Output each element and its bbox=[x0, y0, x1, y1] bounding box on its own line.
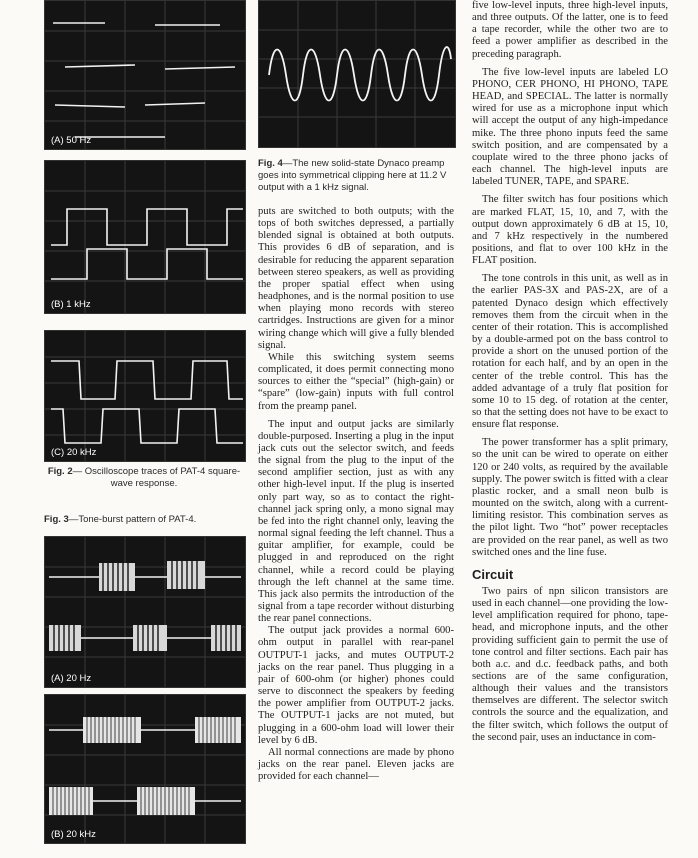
tone-burst-20khz-graphic bbox=[45, 695, 245, 843]
fig2-caption bbox=[44, 466, 244, 490]
left-figure-column bbox=[44, 0, 244, 844]
col2-paragraph-2: While this switching system seems complicated, it does permit connecting mono sources to either the “special” (high-gain) or “spare” (low-gain) inputs with full control from the preamp panel. bbox=[258, 351, 454, 412]
sine-clipping-graphic bbox=[259, 1, 455, 147]
trace-label-2a: (A) 50 Hz bbox=[51, 135, 92, 146]
col2-paragraph-3: The input and output jacks are similarly double-purposed. Inserting a plug in the input jack cuts out the selector switch, and feeds the signal from the plug to the input of the second amplifier section, just as with any other high-level input. If the plug is inserted only part way, so as to contact the right-channel jack spring only, a mono signal may be fed into the right channel only, leaving the normal signal feeding the left channel. Thus a guitar amplifier, for example, could be plugged in and reproduced on the right channel, while a record could be playing through the left channel at the same time. This jack also permits the introduction of the signal from a tape recorder without disturbing the rear panel connections. bbox=[258, 418, 454, 625]
fig3-caption-text: —Tone-burst pattern of PAT-4. bbox=[68, 514, 197, 525]
fig3-caption-prefix: Fig. 3 bbox=[44, 514, 69, 525]
col2-paragraph-1: puts are switched to both outputs; with the tops of both switches depressed, a partially blended signal is obtained at both outputs. This provides 6 dB of separation, and is desirable for reducing the apparent separation between stereo speakers, as well as providing the proper spatial effect when using headphones, and is the normal position to use when playing mono records with stereo cartridges. Instructions are given for a minor wiring change which will give a fully blended signal. bbox=[258, 206, 454, 351]
fig2-caption-prefix: Fig. 2 bbox=[47, 466, 73, 477]
trace-label-3b: (B) 20 kHz bbox=[51, 829, 96, 840]
square-wave-50hz-graphic bbox=[45, 1, 245, 149]
fig4-scope bbox=[258, 0, 456, 148]
trace-label-2c: (C) 20 kHz bbox=[51, 447, 97, 458]
square-wave-1khz-graphic bbox=[45, 161, 245, 313]
fig4-caption-text: —The new solid-state Dynaco preamp goes into symmetrical clipping here at 11.2 V output with a 1 kHz signal. bbox=[258, 158, 447, 193]
circuit-heading: Circuit bbox=[472, 566, 514, 582]
middle-column bbox=[258, 0, 454, 783]
col3-paragraph-2: The five low-level inputs are labeled LO PHONO, CER PHONO, HI PHONO, TAPE HEAD, and SPECIAL. The latter is normally wired for use as a microphone input which will accept the output of any high-impedance mike. The three phono inputs feed the same switch position, and are compensated by a couplate wired to the three phono jacks of each channel. The high-level inputs are labeled TUNER, TAPE, and SPARE. bbox=[472, 66, 668, 188]
col3-paragraph-3: The filter switch has four positions which are marked FLAT, 15, 10, and 7, with the output down approximately 6 dB at 15, 10, and 7 kHz respectively in the numbered positions, and flat to over 100 kHz in the FLAT position. bbox=[472, 194, 668, 267]
col2-paragraph-4: The output jack provides a normal 600-ohm output in parallel with rear-panel OUTPUT-1 jacks, and mutes OUTPUT-2 jacks on the rear panel. Thus plugging in a pair of 600-ohm (or higher) phones could serve to disconnect the speakers by feeding the power amplifier from OUTPUT-2 jacks. The OUTPUT-1 jacks are not muted, but plugging in a 600-ohm load will lower their level by 6 dB. bbox=[258, 625, 454, 746]
scope-trace-2c bbox=[44, 330, 246, 462]
right-column bbox=[472, 0, 668, 744]
circuit-paragraph: Two pairs of npn silicon transistors are used in each channel—one providing the low-level amplification required for phono, tape-head, and microphone inputs, and the other providing sufficient gain to permit the use of tone control and filter sections. Each pair has both a.c. and d.c. feedback paths, and both sections are of the same configuration, although their values and the transistors themselves are different. The selector switch controls the source and the equalization, and the filter switch, which follows the output of the second pair, uses an inductance in com- bbox=[472, 585, 668, 743]
fig3-caption bbox=[44, 514, 244, 526]
col3-paragraph-1: five low-level inputs, three high-level inputs, and three outputs. Of the latter, one is to feed a tape recorder, while the other two are to feed a power amplifier as described in the preceding paragraph. bbox=[472, 0, 668, 60]
trace-label-3a: (A) 20 Hz bbox=[51, 673, 92, 684]
scope-trace-3a bbox=[44, 536, 246, 688]
fig4-caption-prefix: Fig. 4 bbox=[258, 158, 283, 169]
col2-paragraph-5: All normal connections are made by phono jacks on the rear panel. Eleven jacks are provided for each channel— bbox=[258, 746, 454, 783]
trace-label-2b: (B) 1 kHz bbox=[51, 299, 91, 310]
scope-trace-2b bbox=[44, 160, 246, 314]
fig2-caption-text: — Oscilloscope traces of PAT-4 square-wave response. bbox=[72, 466, 241, 489]
scope-trace-3b bbox=[44, 694, 246, 844]
fig4-caption bbox=[258, 158, 448, 194]
scope-trace-2a bbox=[44, 0, 246, 150]
col3-paragraph-4: The tone controls in this unit, as well as in the earlier PAS-3X and PAS-2X, are of a patented Dynaco design which effectively removes them from the circuit when in the center of their rotation. This is accomplished by a double-armed pot on the bass control to provide a short on the unused portion of the rotation for each half, and by an open in the center of the treble control. This has the added advantage of a truly flat position for some 10 to 15 deg. of rotation at the center, so that the setting does not have to be exact to ensure flat response. bbox=[472, 273, 668, 431]
col3-paragraph-5: The power transformer has a split primary, so the unit can be wired to operate on either 120 or 240 volts, as required by the available supply. The power switch is fitted with a clear plastic rocker, and a small neon bulb is mounted on the switch, along with a current-limiting resistor. This combination serves as the pilot light. Two “hot” power receptacles are provided on the rear panel, as well as two switched ones and the line fuse. bbox=[472, 437, 668, 558]
tone-burst-20hz-graphic bbox=[45, 537, 245, 687]
square-wave-20khz-graphic bbox=[45, 331, 245, 461]
